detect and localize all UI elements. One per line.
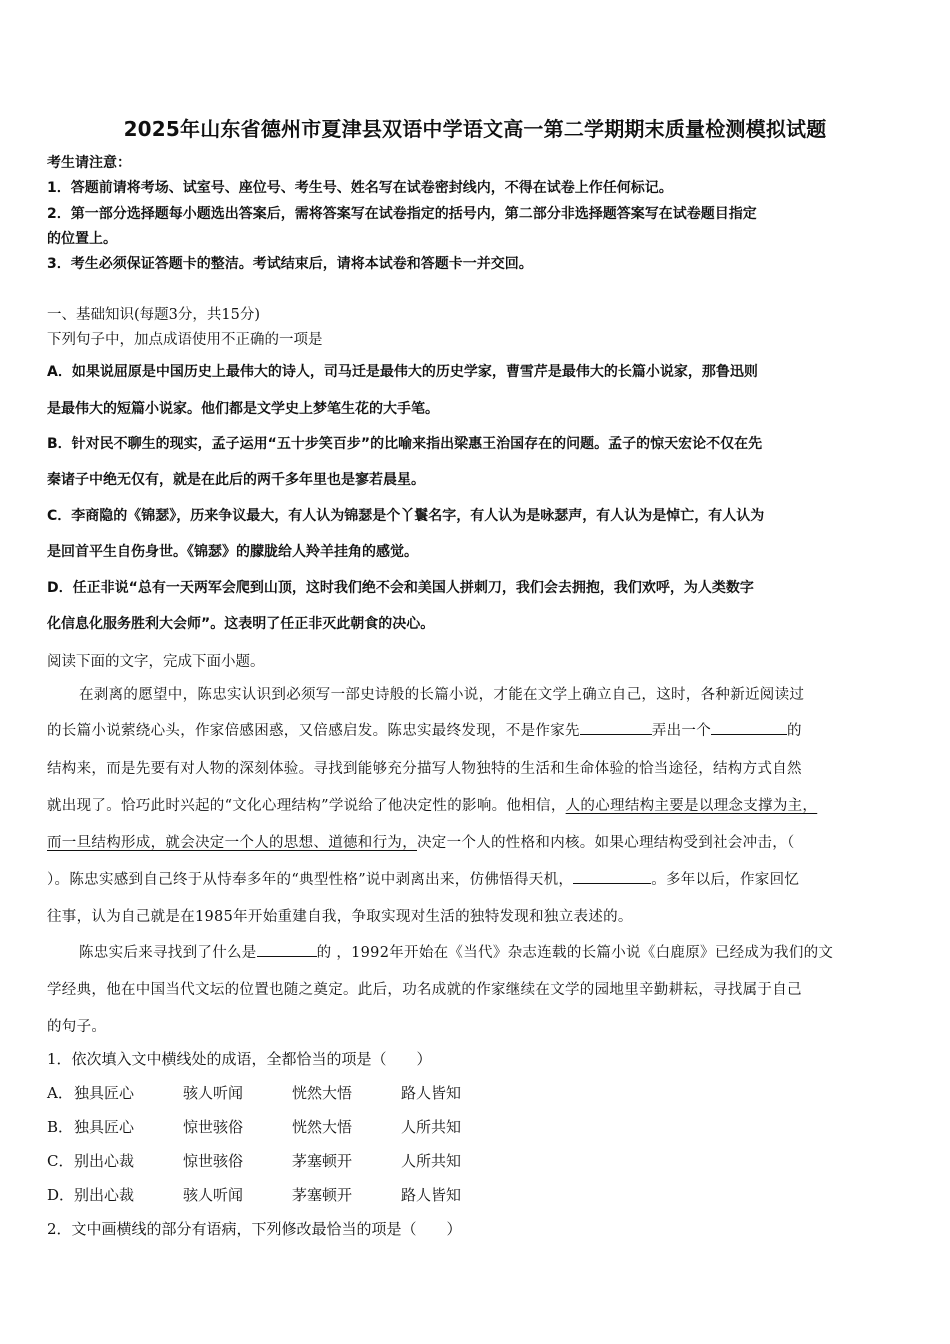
option-a-line1: A．如果说屈原是中国历史上最伟大的诗人，司马迁是最伟大的历史学家，曹雪芹是最伟大的长篇小说家，那鲁迅则 [47,364,758,380]
option-a-line2: 是最伟大的短篇小说家。他们都是文学史上梦笔生花的大手笔。 [47,401,439,417]
notice-item: 的位置上。 [47,231,117,247]
underlined-sentence: 而一旦结构形成，就会决定一个人的思想、道德和行为， [47,835,417,851]
passage-line: 在剥离的愿望中，陈忠实认识到必须写一部史诗般的长篇小说，才能在文学上确立自己，这时，各种新近阅读过 [79,687,805,703]
passage-line: 结构来，而是先要有对人物的深刻体验。寻找到能够充分描写人物独特的生活和生命体验的恰当途径，结构方式自然 [47,761,802,777]
passage-line: 陈忠实后来寻找到了什么是 的 ，1992年开始在《当代》杂志连载的长篇小说《白鹿原》已经成为我们的文 [79,941,833,962]
option-b-line2: 秦诸子中绝无仅有，就是在此后的两千多年里也是寥若晨星。 [47,472,425,488]
page-title: 2025年山东省德州市夏津县双语中学语文高一第二学期期末质量检测模拟试题 [123,117,827,141]
passage-line: 的长篇小说萦绕心头，作家倍感困惑，又倍感启发。陈忠实最终发现，不是作家先 弄出一个 的 [47,719,802,740]
section-heading: 一、基础知识(每题3分，共15分) [47,307,260,323]
passage-line: 的句子。 [47,1019,107,1035]
notice-item: 3．考生必须保证答题卡的整洁。考试结束后，请将本试卷和答题卡一并交回。 [47,256,533,272]
passage-line: 就出现了。恰巧此时兴起的“文化心理结构”学说给了他决定性的影响。他相信，人的心理结构主要是以理念支撑为主， [47,798,818,814]
fill-blank[interactable] [711,720,787,735]
option-b-line1: B．针对民不聊生的现实，孟子运用“五十步笑百步”的比喻来指出梁惠王治国存在的问题。孟子的惊天宏论不仅在先 [47,436,763,452]
option-d-line2: 化信息化服务胜利大会师”。这表明了任正非灭此朝食的决心。 [47,616,435,632]
question-2-stem: 2．文中画横线的部分有语病，下列修改最恰当的项是（ ） [47,1220,462,1238]
passage-line: 学经典，他在中国当代文坛的位置也随之奠定。此后，功名成就的作家继续在文学的园地里辛勤耕耘，寻找属于自己 [47,982,802,998]
question-stem: 下列句子中，加点成语使用不正确的一项是 [47,332,323,348]
notice-heading: 考生请注意： [47,155,131,171]
passage-line: 往事，认为自己就是在1985年开始重建自我，争取实现对生活的独特发现和独立表述的。 [47,909,633,925]
option-c-line1: C．李商隐的《锦瑟》，历来争议最大，有人认为锦瑟是个丫鬟名字，有人认为是咏瑟声，有人认为是悼亡，有人认为 [47,508,765,524]
fill-blank[interactable] [257,942,317,957]
notice-item: 2．第一部分选择题每小题选出答案后，需将答案写在试卷指定的括号内，第二部分非选择题答案写在试卷题目指定 [47,206,757,222]
notice-item: 1．答题前请将考场、试室号、座位号、考生号、姓名写在试卷密封线内，不得在试卷上作任何标记。 [47,180,673,196]
exam-page: 2025年山东省德州市夏津县双语中学语文高一第二学期期末质量检测模拟试题 考生请注意： 1．答题前请将考场、试室号、座位号、考生号、姓名写在试卷密封线内，不得在试卷上作任何标记。 2．第一部分选择题每小题选出答案后，需将答案写在试卷指定的括号内，第二部分非选择题答案写在试卷题目指定 的位置上。 3．考生必须保证答题卡的整洁。考试结束后，请将本试卷和答题卡一并交回。 一、基础知识(每题3分，共15分) 下列句子中，加点成语使用不正确的一项是 A．如果说屈原是中国历史上最伟大的诗人，司马迁是最伟大的历史学家，曹雪芹是最伟大的长篇小说家，那鲁迅则 是最伟大的短篇小说家。他们都是文学史上梦笔生花的大手笔。 B．针对民不聊生的现实，孟子运用“五十步笑百步”的比喻来指出梁惠王治国存在的问题。孟子的惊天宏论不仅在先 秦诸子中绝无仅有，就是在此后的两千多年里也是寥若晨星。 C．李商隐的《锦瑟》，历来争议最大，有人认为锦瑟是个丫鬟名字，有人认为是咏瑟声，有人认为是悼亡，有人认为 是回首平生自伤身世。《锦瑟》的朦胧给人羚羊挂角的感觉。 D．任正非说“总有一天两军会爬到山顶，这时我们绝不会和美国人拼刺刀，我们会去拥抱，我们欢呼，为人类数字 化信息化服务胜利大会师”。这表明了任正非灭此朝食的决心。 阅读下面的文字，完成下面小题。 在剥离的愿望中，陈忠实认识到必须写一部史诗般的长篇小说，才能在文学上确立自己，这时，各种新近阅读过 的长篇小说萦绕心头，作家倍感困惑，又倍感启发。陈忠实最终发现，不是作家先 弄出一个 的 结构来，而是先要有对人物的深刻体验。寻找到能够充分描写人物独特的生活和生命体验的恰当途径，结构方式自然 就出现了。恰巧此时兴起的“文化心理结构”学说给了他决定性的影响。他相信，人的心理结构主要是以理念支撑为主， 而一旦结构形成，就会决定一个人的思想、道德和行为，决定一个人的性格和内核。如果心理结构受到社会冲击，（ ）。陈忠实感到自己终于从恃奉多年的“典型性格”说中剥离出来，仿佛悟得天机， 。多年以后，作家回忆 往事，认为自己就是在1985年开始重建自我，争取实现对生活的独特发现和独立表述的。 陈忠实后来寻找到了什么是 的 ，1992年开始在《当代》杂志连载的长篇小说《白鹿原》已经成为我们的文 学经典，他在中国当代文坛的位置也随之奠定。此后，功名成就的作家继续在文学的园地里辛勤耕耘，寻找属于自己 的句子。 1．依次填入文中横线处的成语，全都恰当的项是（ ） A． 独具匠心 骇人听闻 恍然大悟 路人皆知 B． 独具匠心 惊世骇俗 恍然大悟 人所共知 C． 别出心裁 惊世骇俗 茅塞顿开 人所共知 D． 别出心裁 骇人听闻 茅塞顿开 路人皆知 2．文中画横线的部分有语病，下列修改最恰当的项是（ ） [0,0,950,1344]
option-c-line2: 是回首平生自伤身世。《锦瑟》的朦胧给人羚羊挂角的感觉。 [47,544,418,560]
passage-line: 而一旦结构形成，就会决定一个人的思想、道德和行为，决定一个人的性格和内核。如果心理结构受到社会冲击，（ [47,835,795,851]
question-1-stem: 1．依次填入文中横线处的成语，全都恰当的项是（ ） [47,1050,432,1068]
fill-blank[interactable] [573,869,651,884]
underlined-sentence: 人的心理结构主要是以理念支撑为主， [565,798,818,814]
option-d-line1: D．任正非说“总有一天两军会爬到山顶，这时我们绝不会和美国人拼刺刀，我们会去拥抱，我们欢呼，为人类数字 [47,580,754,596]
passage-line: ）。陈忠实感到自己终于从恃奉多年的“典型性格”说中剥离出来，仿佛悟得天机， 。多年以后，作家回忆 [47,868,799,889]
fill-blank[interactable] [580,720,652,735]
reading-intro: 阅读下面的文字，完成下面小题。 [47,654,265,670]
